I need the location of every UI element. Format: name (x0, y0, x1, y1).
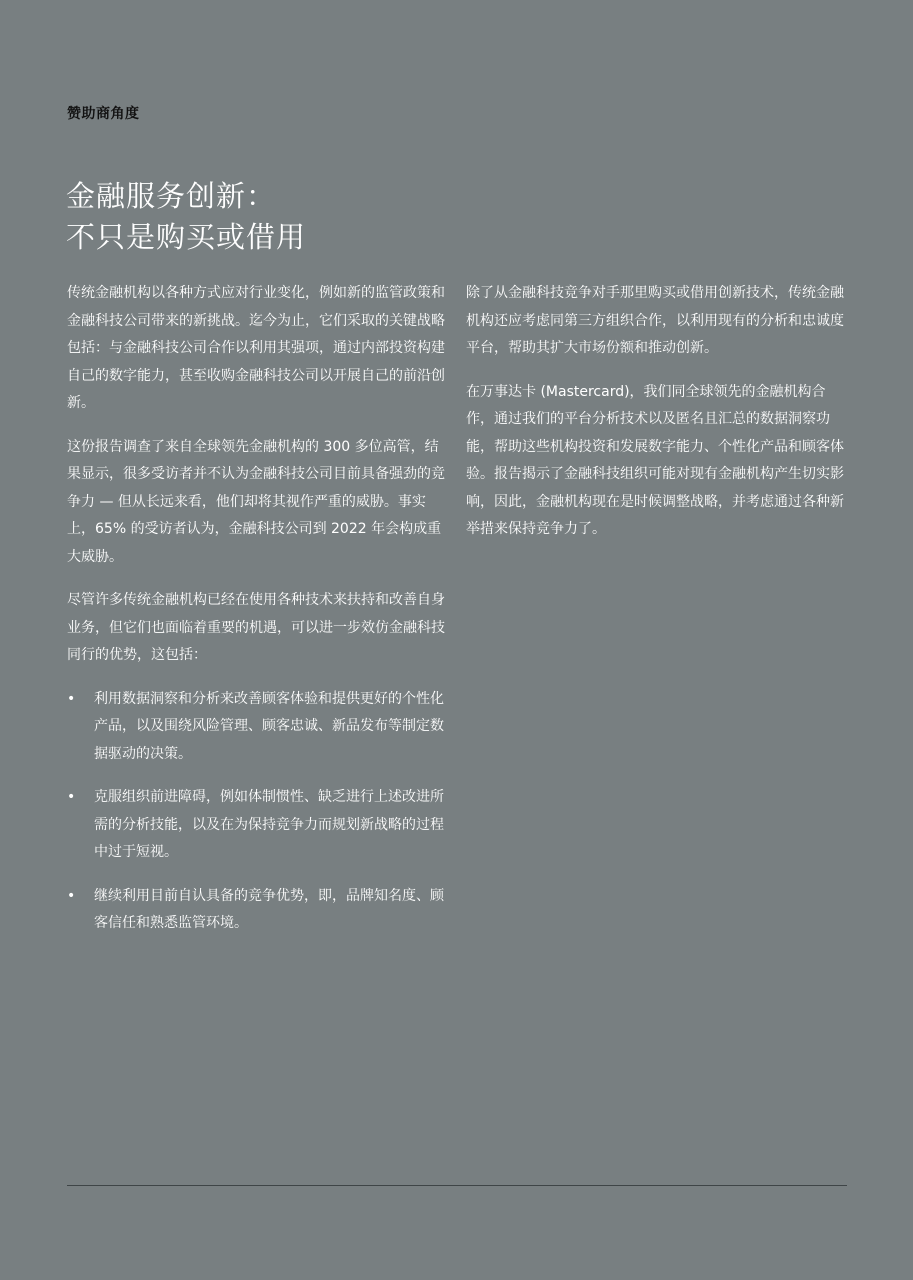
page-title (66, 176, 486, 258)
bullet-text: 利用数据洞察和分析来改善顾客体验和提供更好的个性化产品，以及围绕风险管理、顾客忠诚、新品发布等制定数据驱动的决策。 (94, 690, 444, 762)
right-column (466, 280, 850, 560)
bullet-item (67, 686, 449, 769)
bullet-item (67, 883, 449, 938)
footer-divider (67, 1185, 847, 1186)
bullet-text: 继续利用目前自认具备的竞争优势，即，品牌知名度、顾客信任和熟悉监管环境。 (94, 887, 444, 931)
page-title-line-1: 金融服务创新： (66, 179, 277, 213)
body-paragraph: 传统金融机构以各种方式应对行业变化，例如新的监管政策和金融科技公司带来的新挑战。迄今为止，它们采取的关键战略包括：与金融科技公司合作以利用其强项，通过内部投资构建自己的数字能力，甚至收购金融科技公司以开展自己的前沿创新。 (67, 285, 445, 411)
page-title-line-2: 不只是购买或借用 (66, 220, 307, 254)
section-label: 赞助商角度 (67, 106, 140, 122)
body-paragraph: 这份报告调查了来自全球领先金融机构的 300 多位高管，结果显示，很多受访者并不认为金融科技公司目前具备强劲的竞争力 — 但从长远来看，他们却将其视作严重的威胁。事实上，65% 的受访者认为，金融科技公司到 2022 年会构成重大威胁。 (67, 438, 445, 565)
bullet-icon: • (67, 789, 76, 805)
bullet-icon: • (67, 690, 76, 707)
bullet-icon: • (67, 887, 76, 904)
bullet-text: 克服组织前进障碍，例如体制惯性、缺乏进行上述改进所需的分析技能，以及在为保持竞争力而规划新战略的过程中过于短视。 (94, 789, 444, 860)
left-column (67, 280, 449, 954)
body-paragraph: 尽管许多传统金融机构已经在使用各种技术来扶持和改善自身业务，但它们也面临着重要的机遇，可以进一步效仿金融科技同行的优势，这包括： (67, 592, 445, 663)
bullet-item (67, 784, 449, 867)
body-paragraph: 除了从金融科技竞争对手那里购买或借用创新技术，传统金融机构还应考虑同第三方组织合作，以利用现有的分析和忠诚度平台，帮助其扩大市场份额和推动创新。 (466, 285, 844, 356)
bullet-list (67, 686, 449, 938)
body-paragraph: 在万事达卡 (Mastercard)，我们同全球领先的金融机构合作，通过我们的平台分析技术以及匿名且汇总的数据洞察功能，帮助这些机构投资和发展数字能力、个性化产品和顾客体验。报告揭示了金融科技组织可能对现有金融机构产生切实影响，因此，金融机构现在是时候调整战略，并考虑通过各种新举措来保持竞争力了。 (466, 383, 844, 537)
